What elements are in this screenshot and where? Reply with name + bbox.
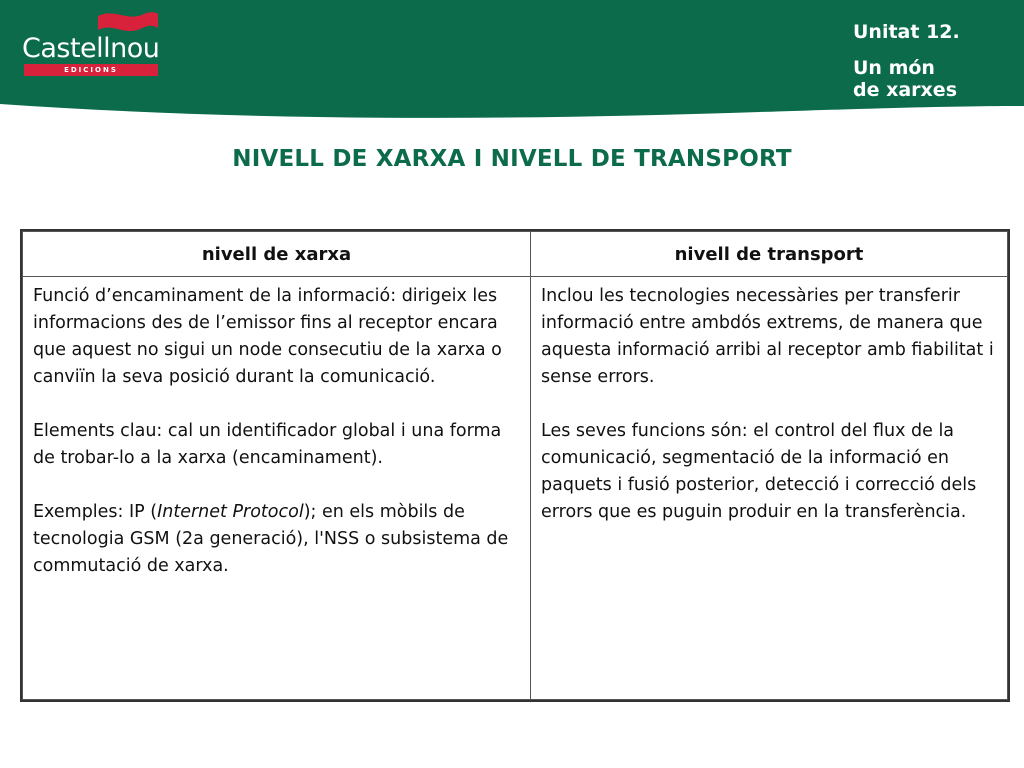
logo-wordmark: Castellnou: [22, 33, 160, 64]
flag-icon: [94, 8, 160, 34]
unit-title: Unitat 12.: [853, 21, 960, 43]
unit-subtitle-line1: Un món: [853, 57, 935, 79]
examples-prefix: Exemples: IP (: [33, 502, 158, 522]
table-header-row: [23, 232, 1008, 277]
header-banner: [0, 0, 1024, 104]
network-key-elements-text: Elements clau: cal un identificador global i una forma de trobar-lo a la xarxa (encaminament).: [33, 421, 502, 468]
transport-functions-text: Les seves funcions són: el control del flux de la comunicació, segmentació de la informació en paquets i fusió posterior, detecció i correcció dels errors que es puguin produir en la transferència.: [541, 421, 977, 522]
table-body-row: [23, 277, 1008, 700]
cell-network-layer: [23, 277, 531, 700]
logo-tagline: EDICIONS: [24, 64, 158, 76]
header-transport-layer: nivell de transport: [531, 232, 1008, 277]
examples-suffix: ); en els mòbils de tecnologia GSM (2a generació), l'NSS o subsistema de commutació de xarxa.: [33, 502, 509, 576]
internet-protocol-italic: Internet Protocol: [157, 502, 304, 522]
unit-subtitle: [853, 57, 1013, 101]
transport-description-text: Inclou les tecnologies necessàries per transferir informació entre ambdós extrems, de manera que aquesta informació arribi al receptor amb fiabilitat i sense errors.: [541, 286, 994, 387]
unit-subtitle-line2: de xarxes: [853, 79, 957, 101]
castellnou-logo: [22, 8, 162, 78]
header-network-layer: nivell de xarxa: [23, 232, 531, 277]
comparison-table-frame: [20, 229, 1010, 702]
network-function-text: Funció d’encaminament de la informació: dirigeix les informacions des de l’emissor fins al receptor encara que aquest no sigui un node consecutiu de la xarxa o canviïn la seva posició durant la comunicació.: [33, 286, 502, 387]
comparison-table: [22, 231, 1008, 700]
network-examples-text: [33, 499, 522, 580]
cell-transport-layer: [531, 277, 1008, 700]
page-title: NIVELL DE XARXA I NIVELL DE TRANSPORT: [232, 146, 792, 172]
